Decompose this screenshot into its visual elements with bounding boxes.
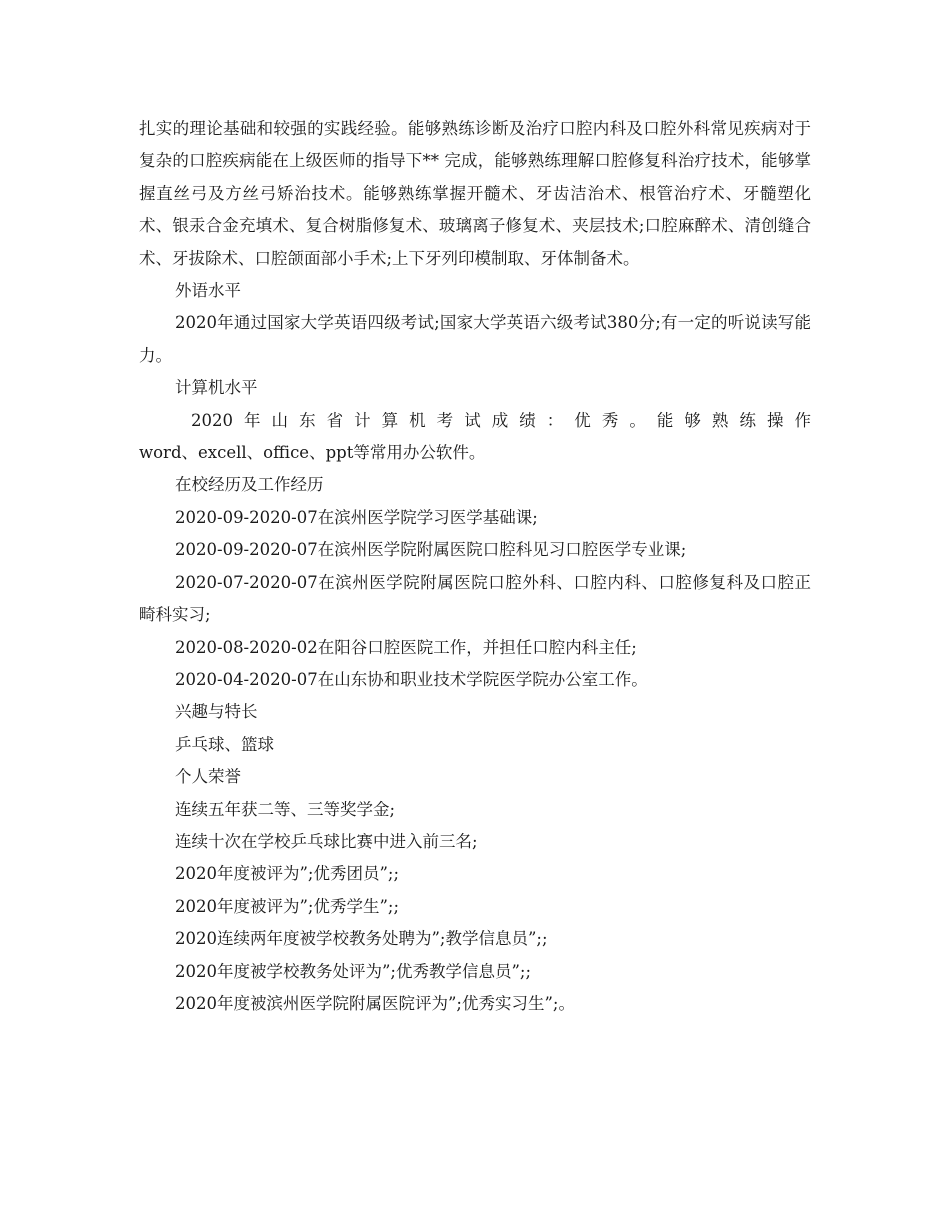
honor-item: 2020年度被评为”;优秀学生”;; [175, 896, 400, 916]
honor-item: 连续五年获二等、三等奖学金; [175, 799, 396, 819]
experience-item: 2020-07-2020-07在滨州医学院附属医院口腔外科、口腔内科、口腔修复科及口腔正畸科实习; [139, 572, 811, 625]
section-heading-honors: 个人荣誉 [175, 767, 241, 787]
paragraph-computer-line-2: word、excell、office、ppt等常用办公软件。 [139, 443, 486, 463]
experience-item: 2020-04-2020-07在山东协和职业技术学院医学院办公室工作。 [175, 669, 648, 689]
paragraph-hobbies-detail: 乒乓球、篮球 [175, 734, 274, 754]
paragraph-skills-detail: 扎实的理论基础和较强的实践经验。能够熟练诊断及治疗口腔内科及口腔外科常见疾病对于复杂的口腔疾病能在上级医师的指导下** 完成，能够熟练理解口腔修复科治疗技术，能够掌握直丝弓及方丝弓矫治技术。能够熟练掌握开髓术、牙齿洁治术、根管治疗术、牙髓塑化术、银汞合金充填术、复合树脂修复术、玻璃离子修复术、夹层技术;口腔麻醉术、清创缝合术、牙拔除术、口腔颌面部小手术;上下牙列印模制取、牙体制备术。 [139, 119, 811, 268]
honor-item: 2020年度被滨州医学院附属医院评为”;优秀实习生”;。 [175, 993, 575, 1013]
paragraph-computer-line-1: 2020年山东省计算机考试成绩：优秀。能够熟练操作 [191, 410, 811, 430]
section-heading-experience: 在校经历及工作经历 [175, 475, 324, 495]
experience-item: 2020-09-2020-07在滨州医学院学习医学基础课; [175, 507, 538, 527]
experience-item: 2020-08-2020-02在阳谷口腔医院工作，并担任口腔内科主任; [175, 637, 637, 657]
honor-item: 连续十次在学校乒乓球比赛中进入前三名; [175, 831, 478, 851]
document-body [139, 113, 811, 1020]
section-heading-hobbies: 兴趣与特长 [175, 702, 258, 722]
paragraph-language-detail: 2020年通过国家大学英语四级考试;国家大学英语六级考试380分;有一定的听说读写能力。 [139, 313, 811, 365]
honor-item: 2020连续两年度被学校教务处聘为”;教学信息员”;; [175, 929, 548, 949]
honor-item: 2020年度被评为”;优秀团员”;; [175, 864, 400, 884]
section-heading-language: 外语水平 [175, 281, 241, 301]
section-heading-computer: 计算机水平 [175, 378, 258, 398]
honor-item: 2020年度被学校教务处评为”;优秀教学信息员”;; [175, 961, 532, 981]
experience-item: 2020-09-2020-07在滨州医学院附属医院口腔科见习口腔医学专业课; [175, 540, 687, 560]
